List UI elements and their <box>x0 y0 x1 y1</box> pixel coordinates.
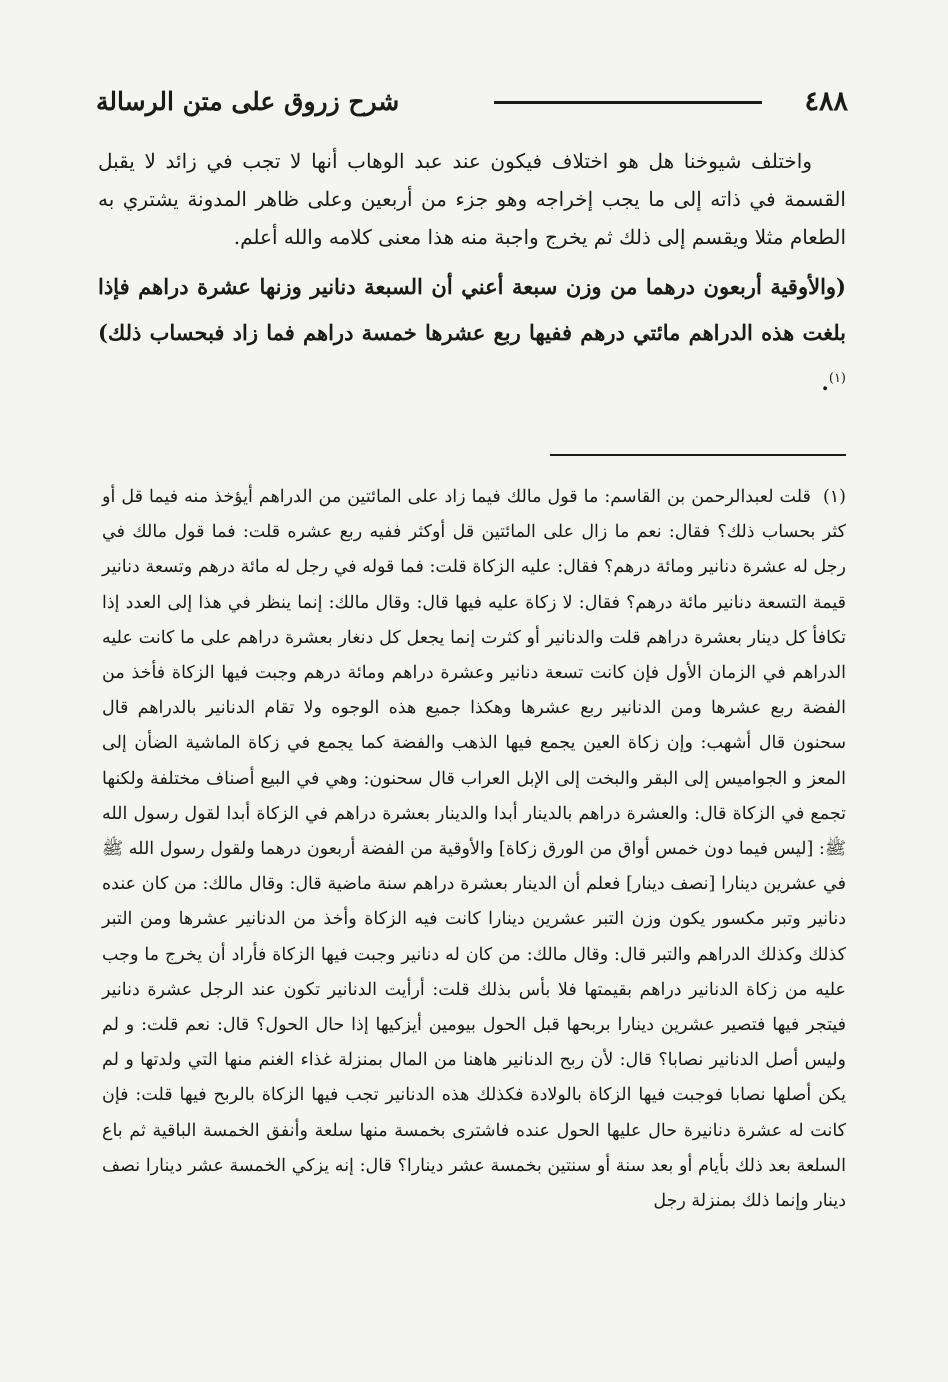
footnote-reference[interactable]: (١) <box>828 371 846 386</box>
page-header <box>96 82 848 122</box>
footnote <box>102 480 846 1219</box>
running-title: شرح زروق على متن الرسالة <box>96 87 400 116</box>
footnote-marker: (١) <box>822 487 846 507</box>
footnote-text: قلت لعبدالرحمن بن القاسم: ما قول مالك فيما زاد على المائتين من الدراهم أيؤخذ منه فيما قل أو كثر بحساب ذلك؟ فقال: نعم ما زال على المائتين قل أوكثر ففيه ربع عشره قلت: فما قول مالك في رجل له عشرة دنانير ومائة درهم؟ فقال: عليه الزكاة قلت: فما قوله في رجل له مائة درهم وتسعة دنانير قيمة التسعة دنانير مائة درهم؟ فقال: لا زكاة عليه فيها قال: وقال مالك: إنما ينظر في هذا إلى العدد إذا تكافأ كل دينار بعشرة دراهم قلت والدنانير أو كثرت إنما يجعل كل دنغار بعشرة دراهم على ما كانت عليه الدراهم في الزمان الأول فإن كانت تسعة دنانير وعشرة دراهم ومائة درهم وجبت فيها الزكاة فأخذ من الفضة ربع عشرها ومن الدنانير ربع عشرها وهكذا جميع هذه الوجوه ولا تقام الدنانير بالدراهم قال سحنون قال أشهب: وإن زكاة العين يجمع فيها الذهب والفضة كما يجمع في زكاة الماشية الضأن إلى المعز و الجواميس إلى البقر والبخت إلى الإبل العراب قال سحنون: وهي في البيع أصناف مختلفة ولكنها تجمع في الزكاة قال: والعشرة دراهم بالدينار أبدا والدينار بعشرة دراهم في الزكاة أبدا لقول رسول الله ﷺ: [ليس فيما دون خمس أواق من الورق زكاة] والأوقية من الفضة أربعون درهما ولقول رسول الله ﷺ في عشرين دينارا [نصف دينار] فعلم أن الدينار بعشرة دراهم سنة ماضية قال: وقال مالك: من كان عنده دنانير وتبر مكسور يكون وزن التبر عشرين دينارا كانت فيه الزكاة وأخذ من الدنانير عشرها ومن التبر كذلك وكذلك الدراهم والتبر قال: وقال مالك: من كان له دنانير وجبت فيها الزكاة فأراد أن يخرج ما وجب عليه من زكاة الدنانير دراهم بقيمتها فلا بأس بذلك قلت: أرأيت الدنانير تكون عند الرجل عشرة دنانير فيتجر فيها فتصير عشرين دينارا بربحها قبل الحول بيومين أيزكيها إذا حال الحول؟ قال: نعم قلت: و لم وليس أصل الدنانير نصابا؟ قال: لأن ربح الدنانير هاهنا من المال بمنزلة غذاء الغنم منها التي ولدتها و لم يكن أصلها نصابا فوجبت فيها الزكاة بالولادة فكذلك هذه الدنانير تجب فيها الزكاة بالربح فيها قلت: فإن كانت له عشرة دنانيرة حال عليها الحول عنده فاشترى بخمسة منها سلعة وأنفق الخمسة الباقية ثم باع السلعة بعد ذلك بأيام أو بعد سنة أو سنتين بخمسة عشر دينارا؟ قال: إنه يزكي الخمسة عشر دينارا نصف دينار وإنما ذلك بمنزلة رجل <box>102 487 846 1212</box>
matn-text: (والأوقية أربعون درهما من وزن سبعة أعني أن السبعة دنانير وزنها عشرة دراهم فإذا بلغت هذه الدراهم مائتي درهم ففيها ربع عشرها خمسة دراهم فما زاد فبحساب ذلك) <box>98 274 846 345</box>
footnote-separator <box>550 454 846 456</box>
matn-end: . <box>821 370 829 395</box>
commentary-paragraph: واختلف شيوخنا هل هو اختلاف فيكون عند عبد الوهاب أنها لا تجب في زائد لا يقبل القسمة في ذاته إلى ما يجب إخراجه وهو جزء من أربعين وعلى ظاهر المدونة يشتري به الطعام مثلا ويقسم إلى ذلك ثم يخرج واجبة منه هذا معنى كلامه والله أعلم. <box>98 149 846 249</box>
header-rule <box>494 101 762 104</box>
matn-paragraph <box>98 264 846 406</box>
main-text <box>98 142 846 406</box>
page-number: ٤٨٨ <box>804 86 848 117</box>
